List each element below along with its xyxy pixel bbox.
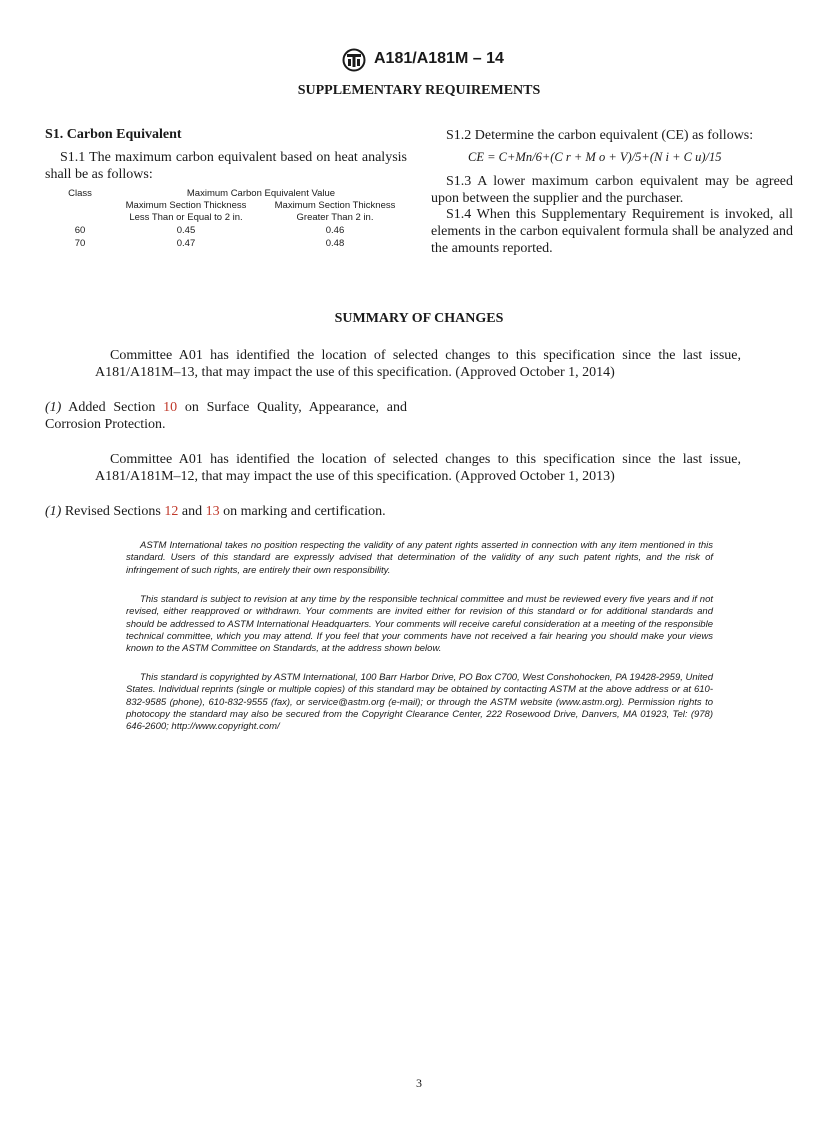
cell-max-ce-thin: 0.47 (176, 238, 196, 249)
summary-of-changes-title: SUMMARY OF CHANGES (334, 311, 504, 326)
column-group-header: Maximum Carbon Equivalent Value (186, 188, 336, 199)
table-subheader-row (45, 212, 415, 224)
item-text: and (178, 504, 206, 519)
column-header-a-line1: Maximum Section Thickness (125, 200, 247, 211)
s1-heading: S1. Carbon Equivalent (45, 127, 182, 142)
section-12-link[interactable]: 12 (164, 504, 179, 519)
column-header-b-line2: Greater Than 2 in. (296, 212, 374, 223)
page-number: 3 (416, 1076, 422, 1090)
copyright-notice: This standard is copyrighted by ASTM International, 100 Barr Harbor Drive, PO Box C700, West Conshohocken, PA 19428-2959, United States. Individual reprints (single or multiple copies) of this standard may be obtained by contacting ASTM at the above address or at 610-832-9585 (phone), 610-832-9555 (fax), or service@astm.org (e-mail); or through the ASTM website (www.astm.org). Permission rights to photocopy the standard may also be secured from the Copyright Clearance Center, 222 Rosewood Drive, Danvers, MA 01923, Tel: (978) 646-2600; http://www.copyright.com/ (126, 672, 713, 733)
change-item-2013 (45, 503, 745, 520)
table-row (45, 238, 415, 250)
item-number: (1) (45, 400, 62, 415)
revision-notice: This standard is subject to revision at any time by the responsible technical committee and must be reviewed every five years and if not revised, either reapproved or withdrawn. Your comments are invited either for revision of this standard or for additional standards and should be addressed to ASTM International Headquarters. Your comments will receive careful consideration at a meeting of the responsible technical committee, which you may attend. If you feel that your comments have not received a fair hearing you should make your views known to the ASTM Committee on Standards, at the address shown below. (126, 594, 713, 655)
summary-paragraph-2013: Committee A01 has identified the location of selected changes to this specification since the last issue, A181/A181M–12, that may impact the use of this specification. (Approved October 1, 2013) (95, 452, 741, 484)
cell-max-ce-thick: 0.46 (325, 225, 345, 236)
table-header-row (45, 188, 415, 200)
cell-max-ce-thin: 0.45 (176, 225, 196, 236)
table-row (45, 225, 415, 237)
summary-paragraph-2014: Committee A01 has identified the location of selected changes to this specification since the last issue, A181/A181M–13, that may impact the use of this specification. (Approved October 1, 2014) (95, 348, 741, 380)
s1-1-paragraph: S1.1 The maximum carbon equivalent based on heat analysis shall be as follows: (45, 150, 407, 182)
item-text: on marking and certification. (219, 504, 386, 519)
s1-4-paragraph: S1.4 When this Supplementary Requirement is invoked, all elements in the carbon equivalent formula shall be analyzed and the amounts reported. (431, 207, 793, 256)
astm-logo-icon (340, 48, 368, 72)
section-13-link[interactable]: 13 (205, 504, 220, 519)
column-header-b-line1: Maximum Section Thickness (274, 200, 396, 211)
carbon-equivalent-formula: CE = C+Mn/6+(C r + M o + V)/5+(N i + C u)/15 (468, 150, 722, 164)
column-header-a-line2: Less Than or Equal to 2 in. (129, 212, 243, 223)
cell-class: 60 (74, 225, 86, 236)
section-10-link[interactable]: 10 (163, 400, 178, 415)
cell-class: 70 (74, 238, 86, 249)
item-number: (1) (45, 504, 62, 519)
s1-3-paragraph: S1.3 A lower maximum carbon equivalent may be agreed upon between the supplier and the purchaser. (431, 174, 793, 206)
patent-notice: ASTM International takes no position respecting the validity of any patent rights asserted in connection with any item mentioned in this standard. Users of this standard are expressly advised that determination of the validity of any such patent rights, and the risk of infringement of such rights, are entirely their own responsibility. (126, 540, 713, 576)
cell-max-ce-thick: 0.48 (325, 238, 345, 249)
item-text: Revised Sections (61, 504, 165, 519)
document-designation: A181/A181M – 14 (374, 50, 504, 67)
table-subheader-row (45, 200, 415, 212)
item-text: Added Section (61, 400, 164, 415)
item-text: on Surface Quality, Appearance, and Corrosion Protection. (45, 400, 407, 432)
s1-2-paragraph: S1.2 Determine the carbon equivalent (CE) as follows: (446, 128, 754, 143)
change-item-2014 (45, 399, 407, 433)
column-header-class: Class (68, 188, 92, 199)
supplementary-requirements-title: SUPPLEMENTARY REQUIREMENTS (297, 83, 541, 98)
